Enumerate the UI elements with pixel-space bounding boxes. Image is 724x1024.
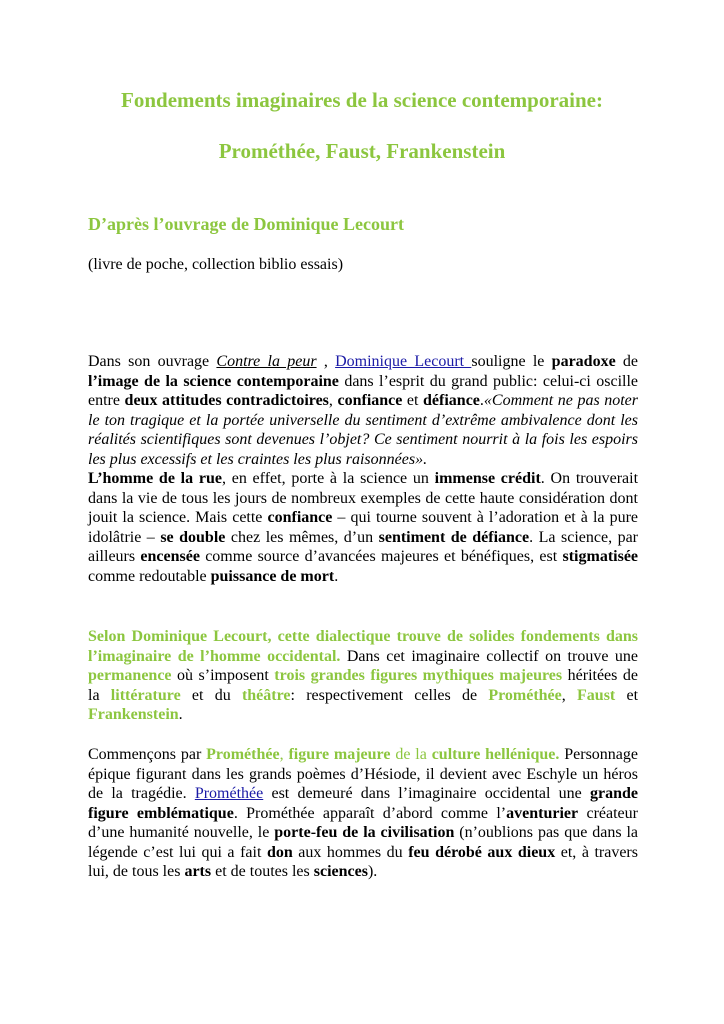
book-title: Contre la peur xyxy=(216,353,317,370)
edition-note: (livre de poche, collection biblio essais) xyxy=(88,256,344,273)
paragraph-2: Selon Dominique Lecourt, cette dialectique trouve de solides fondements dans l’imaginaire de l’homme occidental. Dans cet imaginaire collectif on trouve une permanence où s’imposent trois grandes figures mythiques majeures héritées de la littérature et du théâtre: respectivement celles de Prométhée, Faust et Frankenstein. xyxy=(88,628,639,723)
promethee-link[interactable]: Prométhée xyxy=(194,785,264,802)
paragraph-3: Commençons par Prométhée, figure majeure de la culture hellénique. Personnage épique figurant dans les grands poèmes d’Hésiode, il devient avec Eschyle un héros de la tragédie. Prométhée est demeuré dans l’imaginaire occidental une grande figure emblématique. Prométhée apparaît d’abord comme l’aventurier créateur d’une humanité nouvelle, le porte-feu de la civilisation (n’oublions pas que dans la légende c’est lui qui a fait don aux hommes du feu dérobé aux dieux et, à travers lui, de tous les arts et de toutes les sciences). xyxy=(88,746,639,880)
paragraph-1: Dans son ouvrage Contre la peur , Dominique Lecourt souligne le paradoxe de l’image de la science contemporaine dans l’esprit du grand public: celui-ci oscille entre deux attitudes contradictoires, confiance et défiance.«Comment ne pas noter le ton tragique et la portée universelle du sentiment d’extrême ambivalence dont les réalités scientifiques sont devenues l’objet? Ce sentiment nourrit à la fois les espoirs les plus excessifs et les craintes les plus raisonnées». L’homme de la rue, en effet, porte à la science un immense crédit. On trouverait dans la vie de tous les jours de nombreux exemples de cette haute considération dont jouit la science. Mais cette confiance – qui tourne souvent à l’adoration et à la pure idolâtrie – se double chez les mêmes, d’un sentiment de défiance. La science, par ailleurs encensée comme source d’avancées majeures et bénéfiques, est stigmatisée comme redoutable puissance de mort. xyxy=(88,353,639,585)
page-title: Fondements imaginaires de la science contemporaine: xyxy=(121,88,603,112)
page-subtitle-names: Prométhée, Faust, Frankenstein xyxy=(218,139,506,163)
section-heading: D’après l’ouvrage de Dominique Lecourt xyxy=(88,214,404,234)
quote: «Comment ne pas noter le ton tragique et la portée universelle du sentiment d’extrême ambivalence dont les réalités scientifiques sont devenues l’objet? Ce sentiment nourrit à la fois les espoirs les plus excessifs et les craintes les plus raisonnées». xyxy=(88,392,639,468)
author-link[interactable]: Dominique Lecourt xyxy=(335,353,472,370)
